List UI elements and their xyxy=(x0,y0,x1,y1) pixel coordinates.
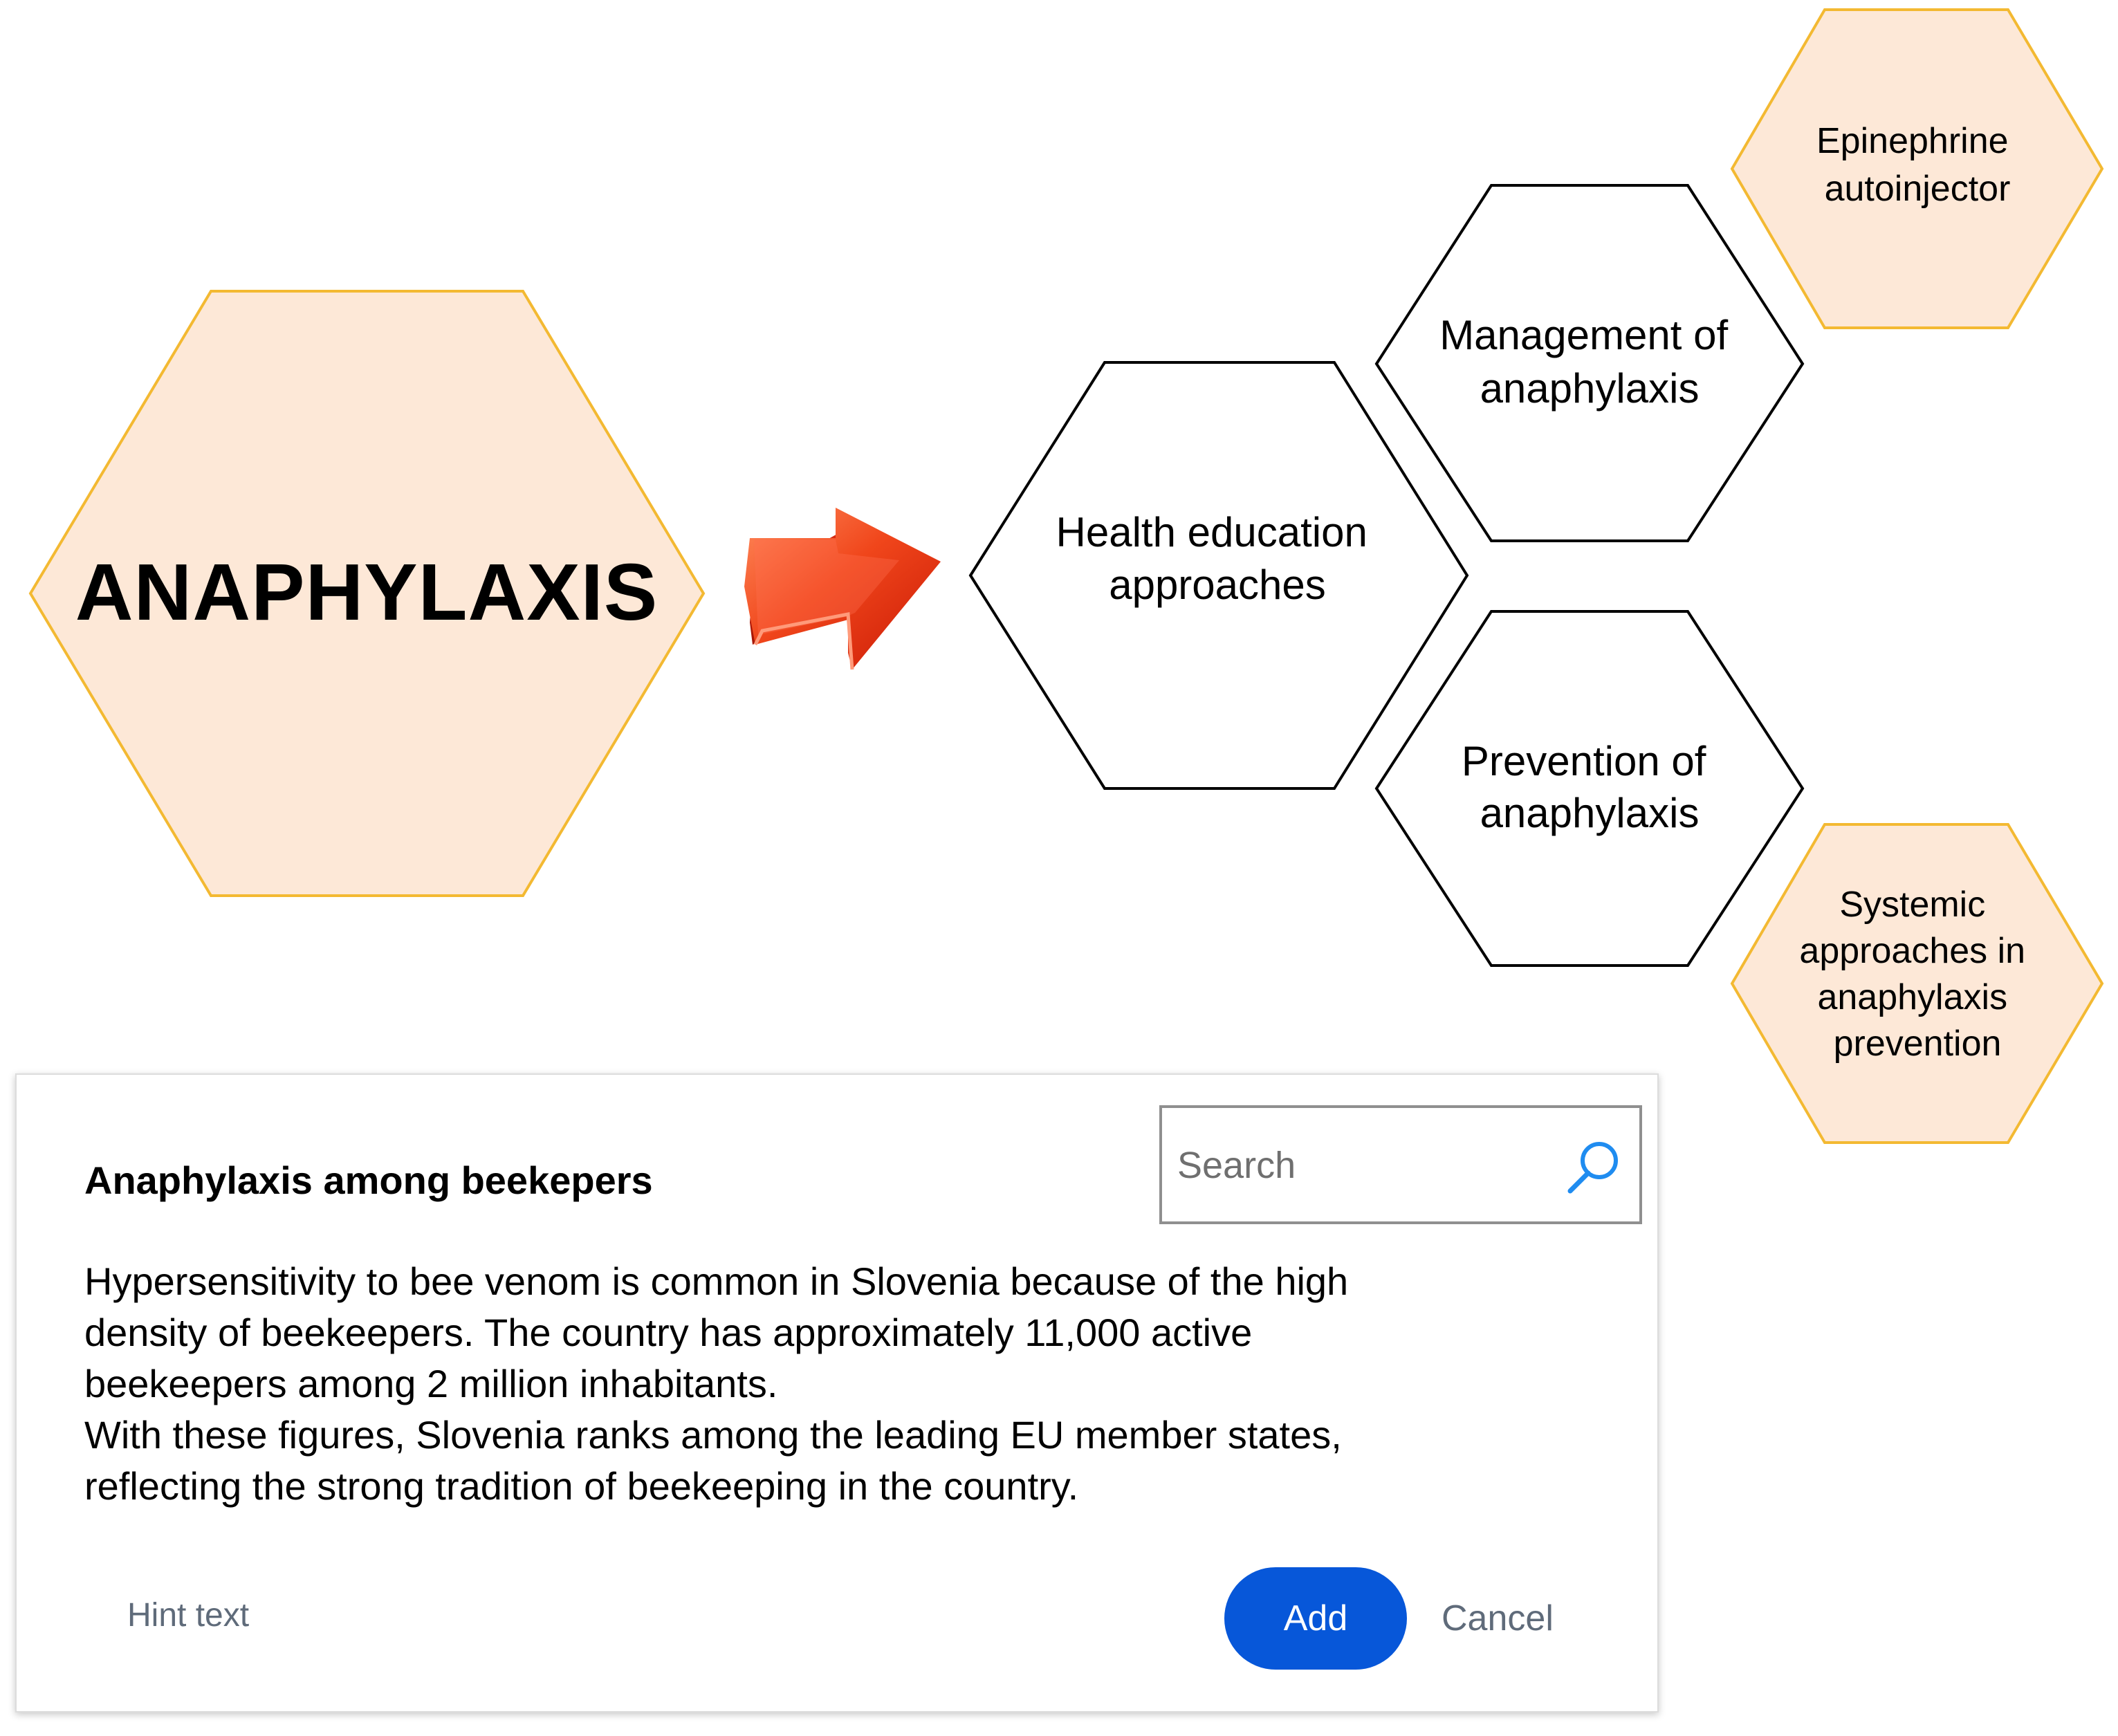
right-arrow-icon xyxy=(744,508,941,670)
dialog-title: Anaphylaxis among beekepers xyxy=(84,1158,653,1202)
prevention-label: Prevention of anaphylaxis xyxy=(1461,738,1706,836)
epinephrine-label: Epinephrine autoinjector xyxy=(1816,121,2011,209)
add-button[interactable]: Add xyxy=(1224,1567,1407,1670)
hint-text: Hint text xyxy=(127,1597,250,1634)
body-line: reflecting the strong tradition of beekeeping in the country. xyxy=(84,1464,1079,1508)
body-line: Hypersensitivity to bee venom is common in Slovenia because of the high xyxy=(84,1259,1349,1303)
management-hexagon xyxy=(1376,185,1803,541)
health-education-node xyxy=(970,362,1467,788)
prevention-hexagon xyxy=(1376,611,1803,966)
body-line: With these figures, Slovenia ranks among the leading EU member states, xyxy=(84,1413,1342,1457)
management-label: Management of anaphylaxis xyxy=(1439,312,1729,412)
search-input[interactable] xyxy=(1177,1141,1551,1190)
body-line: density of beekeepers. The country has approximately 11,000 active xyxy=(84,1311,1253,1354)
dialog-body-text xyxy=(84,1256,1592,1512)
health-education-label: Health education approaches xyxy=(1056,509,1368,608)
epinephrine-node xyxy=(1732,10,2102,328)
systemic-approaches-node xyxy=(1732,824,2102,1143)
search-icon[interactable] xyxy=(1560,1134,1627,1201)
search-field[interactable] xyxy=(1159,1105,1642,1224)
management-node xyxy=(1376,185,1803,541)
systemic-approaches-label: Systemic approaches in anaphylaxis prevention xyxy=(1799,885,2026,1064)
prevention-node xyxy=(1376,611,1803,966)
main-topic-node xyxy=(30,291,703,896)
info-dialog xyxy=(15,1073,1659,1712)
main-topic-label: ANAPHYLAXIS xyxy=(75,547,659,637)
body-line: beekeepers among 2 million inhabitants. xyxy=(84,1362,778,1405)
cancel-button[interactable]: Cancel xyxy=(1442,1598,1554,1638)
